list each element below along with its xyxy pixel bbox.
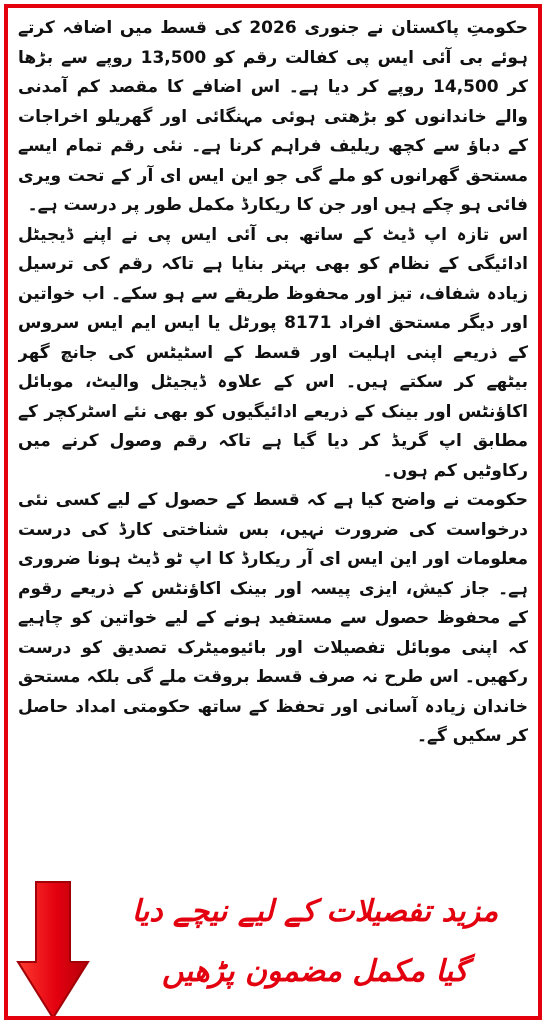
article-body — [18, 14, 528, 872]
paragraph-installment-increase: حکومتِ پاکستان نے جنوری 2026 کی قسط میں اضافہ کرتے ہوئے بی آئی ایس پی کفالت رقم کو 13,500 روپے سے بڑھا کر 14,500 روپے کر دیا ہے۔ اس اضافے کا مقصد کم آمدنی والے خاندانوں کو بڑھتی ہوئی مہنگائی اور گھریلو اخراجات کے دباؤ سے کچھ ریلیف فراہم کرنا ہے۔ نئی رقم تمام ایسے مستحق گھرانوں کو ملے گی جو این ایس ای آر کے تحت ویری فائی ہو چکے ہیں اور جن کا ریکارڈ مکمل طور پر درست ہے۔ — [18, 18, 528, 215]
read-more-line-2: گیا مکمل مضمون پڑھیں — [161, 954, 469, 989]
read-more-text[interactable] — [100, 882, 530, 1002]
paragraph-digital-payment-system: اس تازہ اپ ڈیٹ کے ساتھ بی آئی ایس پی نے اپنے ڈیجیٹل ادائیگی کے نظام کو بھی بہتر بنایا ہے تاکہ رقم کی ترسیل زیادہ شفاف، تیز اور محفوظ طریقے سے ہو سکے۔ اب خواتین اور دیگر مستحق افراد 8171 پورٹل یا ایس ایم ایس سروس کے ذریعے اپنی اہلیت اور قسط کے اسٹیٹس کی جانچ گھر بیٹھے کر سکتے ہیں۔ اس کے علاوہ ڈیجیٹل والیٹ، موبائل اکاؤنٹس اور بینک کے ذریعے ادائیگیوں کو بھی نئے اسٹرکچر کے مطابق اپ گریڈ کر دیا گیا ہے تاکہ رقم وصول کرنے میں رکاوٹیں کم ہوں۔ — [18, 224, 528, 481]
article-card — [4, 4, 542, 1020]
read-more-banner[interactable] — [8, 874, 538, 1016]
read-more-line-1: مزید تفصیلات کے لیے نیچے دیا — [131, 894, 499, 929]
down-arrow-icon — [16, 880, 90, 1020]
paragraph-eligibility-guidance: حکومت نے واضح کیا ہے کہ قسط کے حصول کے لیے کسی نئی درخواست کی ضرورت نہیں، بس شناختی کارڈ کی درست معلومات اور این ایس ای آر ریکارڈ کا اپ ٹو ڈیٹ ہونا ضروری ہے۔ جاز کیش، ایزی پیسہ اور بینک اکاؤنٹس کے ذریعے رقوم کے محفوظ حصول سے مستفید ہونے کے لیے خواتین کو چاہیے کہ اپنی موبائل تفصیلات اور بائیومیٹرک تصدیق کو درست رکھیں۔ اس طرح نہ صرف قسط بروقت ملے گی بلکہ مستحق خاندان زیادہ آسانی اور تحفظ کے ساتھ حکومتی امداد حاصل کر سکیں گے۔ — [18, 490, 528, 746]
